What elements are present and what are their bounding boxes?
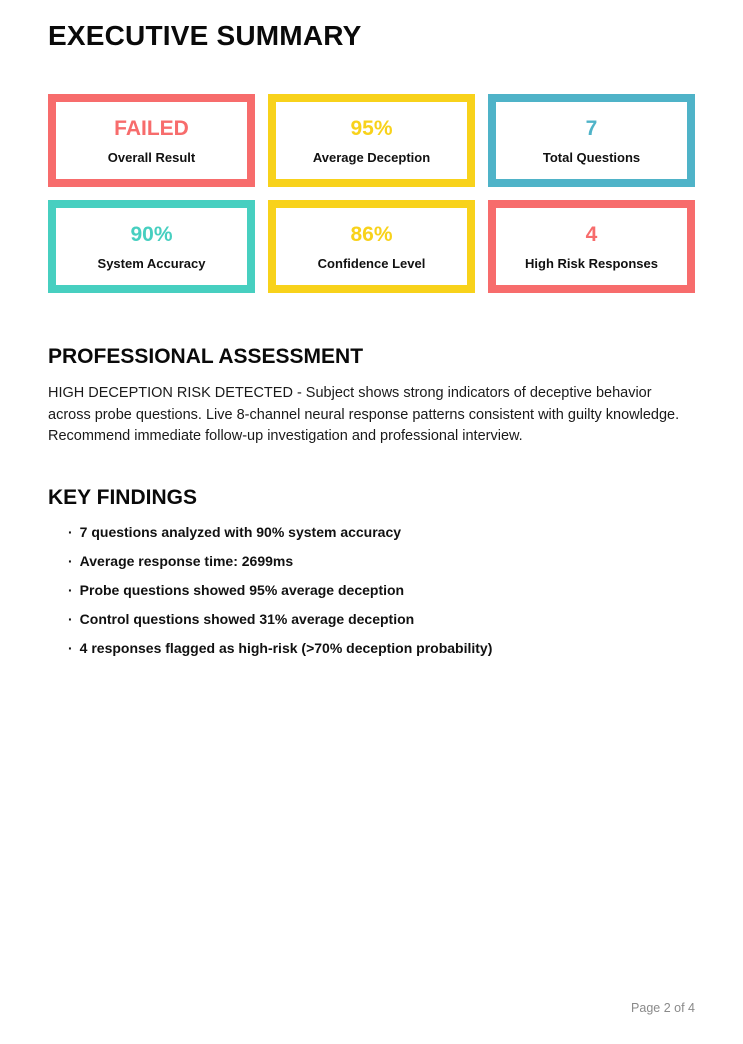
stat-value: 7 bbox=[585, 117, 598, 140]
professional-assessment-section bbox=[48, 346, 695, 448]
stat-label: Overall Result bbox=[107, 150, 196, 165]
finding-item: · Average response time: 2699ms bbox=[68, 554, 695, 569]
stat-value: 95% bbox=[350, 117, 393, 140]
stat-label: Total Questions bbox=[542, 150, 641, 165]
stat-card-high-risk-responses bbox=[488, 200, 695, 293]
stat-label: System Accuracy bbox=[97, 256, 206, 271]
finding-item: · 4 responses flagged as high-risk (>70% deception probability) bbox=[68, 641, 695, 656]
stat-cards-grid bbox=[48, 94, 695, 293]
stat-value: 90% bbox=[130, 223, 173, 246]
stat-card-overall-result bbox=[48, 94, 255, 187]
stat-label: Confidence Level bbox=[317, 256, 426, 271]
stat-value: 86% bbox=[350, 223, 393, 246]
finding-item: · Probe questions showed 95% average deception bbox=[68, 583, 695, 598]
page-title: EXECUTIVE SUMMARY bbox=[48, 20, 362, 51]
page-number: Page 2 of 4 bbox=[631, 1001, 695, 1015]
stat-card-system-accuracy bbox=[48, 200, 255, 293]
findings-heading: KEY FINDINGS bbox=[48, 485, 197, 509]
stat-value: FAILED bbox=[114, 117, 189, 140]
stat-value: 4 bbox=[585, 223, 598, 246]
finding-item: · 7 questions analyzed with 90% system accuracy bbox=[68, 525, 695, 540]
findings-list bbox=[48, 525, 695, 656]
stat-card-confidence-level bbox=[268, 200, 475, 293]
stat-card-average-deception bbox=[268, 94, 475, 187]
finding-item: · Control questions showed 31% average deception bbox=[68, 612, 695, 627]
stat-label: Average Deception bbox=[312, 150, 431, 165]
stat-label: High Risk Responses bbox=[525, 256, 658, 271]
stat-card-total-questions bbox=[488, 94, 695, 187]
assessment-paragraph: HIGH DECEPTION RISK DETECTED - Subject shows strong indicators of deceptive behavior across probe questions. Live 8-channel neural response patterns consistent with guilty knowledge. Recommend immediate follow-up investigation and professional interview. bbox=[48, 385, 680, 444]
assessment-heading: PROFESSIONAL ASSESSMENT bbox=[48, 345, 364, 368]
key-findings-section bbox=[48, 487, 695, 656]
